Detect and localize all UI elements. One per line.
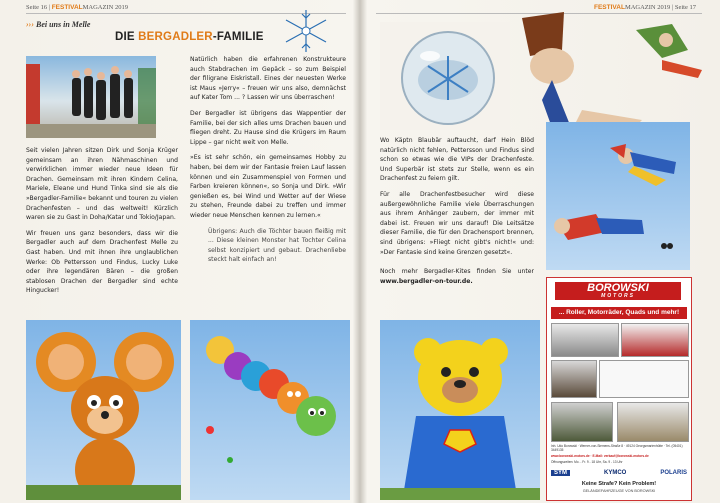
left-page (0, 0, 358, 503)
paragraph: Wo Käptn Blaubär auftaucht, darf Hein Blöd natürlich nicht fehlen, Pettersson und Findus sind schon so etwas wie die VIPs der Drachenfeste. Und Superbär ist stets zur Stelle, wenn es ein Drachenfest zu feiern gilt. (380, 137, 534, 183)
paragraph: »Es ist sehr schön, ein gemeinsames Hobby zu haben, bei dem wir der Fantasie freien Lauf lassen können und ein Zusammenspiel von Formen und Farben kreieren können«, so Sonja und Dirk. »Wir genießen es, bei Wind und Wetter auf der Wiese zu stehen, Freunde dabei zu treffen und immer wieder neue Menschen kennen zu lernen.« (190, 154, 346, 219)
caption-paragraph: Übrigens: Auch die Töchter bauen fleißig mit ... Diese kleinen Monster hat Tochter Celina selbst konzipiert und gebaut. Drachenliebe steckt halt einfach an! (208, 227, 346, 264)
ad-footer-sub: GELÄNDEFAHRZEUGE VON BOROWSKI (582, 489, 656, 493)
ad-scooters-image (621, 323, 689, 357)
figure-kites-photo (546, 122, 690, 270)
ad-brand-sub: MOTORS (601, 293, 635, 299)
kicker-arrows: ››› (26, 20, 34, 29)
ad-brand-logo (555, 282, 681, 300)
paragraph (380, 267, 534, 286)
website-link[interactable]: www.bergadler-on-tour.de. (380, 277, 473, 285)
left-column-2 (190, 55, 346, 271)
title-highlight: BERGADLER (138, 31, 213, 43)
page-number: Seite 17 (674, 4, 696, 11)
left-header: Seite 16 | FESTIVALMAGAZIN 2019 (26, 4, 128, 11)
superbear-kite-photo (380, 320, 540, 500)
page-number: Seite 16 (26, 4, 48, 11)
ad-motorbikes-image (551, 323, 619, 357)
ad-footer-headline: Keine Strafe? Kein Problem! (581, 481, 657, 487)
left-column-1 (26, 146, 178, 302)
kymco-logo: KYMCO (604, 470, 627, 476)
ad-info-box (599, 360, 689, 398)
ad-opening-hours: Öffnungszeiten: Mo. - Fr. 9 - 18 Uhr, Sa. 9 - 13 Uhr (551, 460, 623, 464)
magazine-brand: FESTIVAL (594, 4, 625, 11)
sym-logo: SYM (551, 470, 570, 476)
right-column-1 (380, 136, 534, 292)
magazine-brand: FESTIVAL (51, 4, 83, 11)
monster-kites-photo (190, 320, 350, 500)
ad-partner-logos (551, 468, 687, 478)
paragraph: Für alle Drachenfestbesucher wird diese außergewöhnliche Familie viele Überraschungen aus ihrem Anhänger zaubern, der immer mit dabei ist. Freuen wir uns darauf! Die Leitsätze dieser Familie, die für den Drachensport brennen, sind übrigens: »Fliegt nicht gibt's nicht!« und: »Der Fantasie sind keine Grenzen gesetzt«. (380, 190, 534, 256)
ad-brand-name: BOROWSKI (587, 282, 649, 294)
magazine-issue: MAGAZIN 2019 (82, 4, 128, 11)
snowflake-kite-icon (276, 6, 336, 56)
family-photo (26, 56, 156, 138)
right-header: FESTIVALMAGAZIN 2019 | Seite 17 (594, 4, 696, 11)
section-kicker (26, 20, 90, 29)
title-pre: DIE (115, 31, 139, 43)
paragraph: Wir freuen uns ganz besonders, dass wir die Bergadler auch auf dem Drachenfest Melle zu Gast haben. Und mit ihnen ihre unglaublichen Werke: Ob Pettersson und Findus, Lucky Luke oder ihre legendären Bären – die großen stablosen Drachen der Bergadler sind echte Hingucker! (26, 229, 178, 295)
ad-web-contact[interactable]: www.borowski-motors.de · E-Mail: verkauf@borowski-motors.de (551, 454, 649, 458)
mouse-kite-photo (26, 320, 181, 500)
paragraph: Natürlich haben die erfahrenen Konstrukteure auch Stabdrachen im Gepäck – so zum Beispiel der filigrane Eiskristall. Eines der neuesten Werke ist Maus »Jerry« – freuen wir uns also, demnächst auf Kater Tom ... ? Lassen wir uns überraschen! (190, 56, 346, 102)
kicker-text: Bei uns in Melle (36, 20, 91, 29)
ad-atv-image (551, 402, 613, 442)
ad-utility-vehicle-image (617, 402, 689, 442)
magazine-issue: MAGAZIN 2019 (624, 4, 671, 11)
more-kites-text: Noch mehr Bergadler-Kites finden Sie unter (380, 268, 534, 276)
ad-quad-image (551, 360, 597, 398)
right-page (362, 0, 720, 503)
polaris-logo: POLARIS (660, 470, 687, 476)
ad-tagline: ... Roller, Motorräder, Quads und mehr! (551, 307, 687, 319)
borowski-advertisement (546, 277, 692, 501)
article-title (115, 31, 264, 43)
ad-address: Inh. Udo Borowski · Werner-von-Siemens-Straße 8 · 49124 Georgsmarienhütte · Tel. (05401) 3449135 (551, 444, 683, 452)
paragraph: Der Bergadler ist übrigens das Wappentier der Familie, bei der sich alles ums Drachen bauen und fliegen dreht. Zu Hause sind die Krügers im Raum Lippe – gar nicht weit von Melle. (190, 109, 346, 146)
paragraph: Seit vielen Jahren sitzen Dirk und Sonja Krüger gemeinsam an ihren Nähmaschinen und verwirklichen immer wieder neue Ideen für Drachen. Gemeinsam mit ihren Kindern Celina, Mariele, Eleane und Hund Tinka sind sie als die »Bergadler-Familie« bekannt und touren zu vielen Drachenfesten – und das weltweit! Kürzlich waren sie zu Gast in Doha/Katar und Tokio/Japan. (26, 147, 178, 222)
crystal-ball-photo (380, 22, 510, 130)
title-post: -FAMILIE (212, 31, 264, 43)
